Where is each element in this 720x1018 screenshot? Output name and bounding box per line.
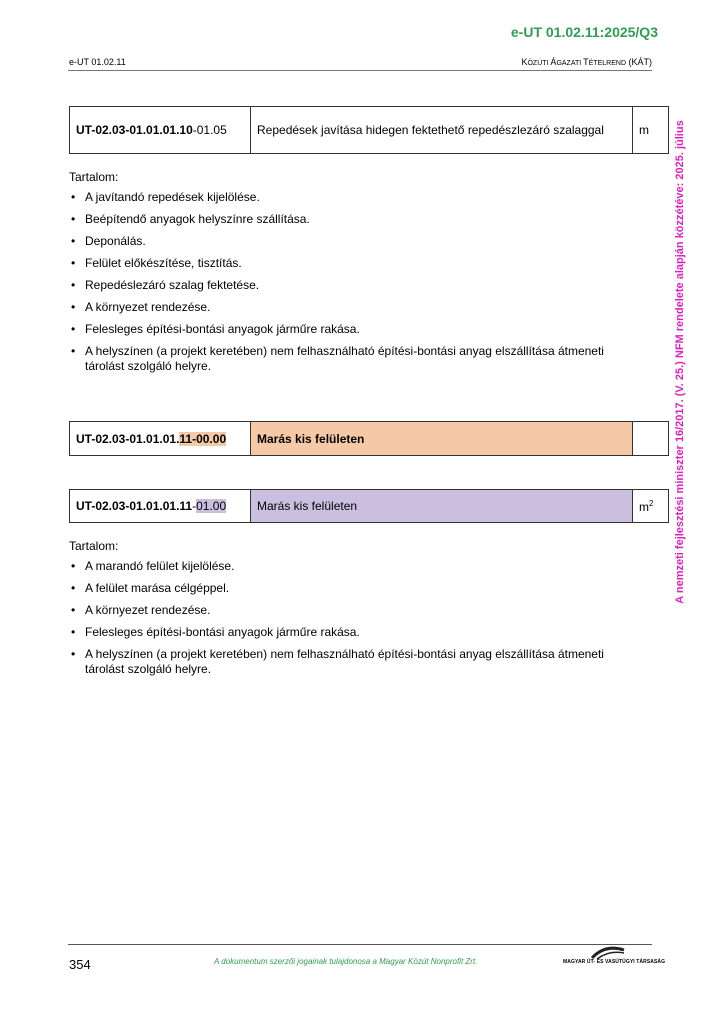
item-title: Marás kis felületen <box>251 422 633 456</box>
list-item: • A felület marása célgéppel. <box>71 581 230 595</box>
document-code: e-UT 01.02.11:2025/Q3 <box>510 24 658 40</box>
footer-rule <box>68 944 652 945</box>
header-rule <box>68 70 652 71</box>
list-item: • A környezet rendezése. <box>71 603 211 617</box>
list-item: • Felesleges építési-bontási anyagok járműre rakása. <box>71 625 360 639</box>
list-item: • Repedéslezáró szalag fektetése. <box>71 278 260 292</box>
item-table-1 <box>69 106 669 154</box>
company-logo <box>563 946 666 970</box>
list-item: • A helyszínen (a projekt keretében) nem felhasználható építési-bontási anyag elszállítása átmeneti tárolást szolgáló helyre. <box>71 344 604 373</box>
bullet-icon: • <box>71 344 76 358</box>
side-note-text: A nemzeti fejlesztési miniszter 16/2017. (V. 25.) NFM rendelete alapján közzétéve: 2025. július <box>674 120 686 604</box>
item-unit <box>633 422 669 456</box>
item-code: UT-02.03-01.01.01.11-01.00 <box>70 490 251 523</box>
content-section-2 <box>69 539 629 684</box>
road-arc-icon <box>591 946 625 960</box>
running-header-right: KÖZÚTI ÁGAZATI TÉTELREND (KÁT) <box>521 57 652 67</box>
list-item: • Felület előkészítése, tisztítás. <box>71 256 242 270</box>
item-title: Repedések javítása hidegen fektethető repedészlezáró szalaggal <box>251 107 633 154</box>
item-code: UT-02.03-01.01.01.10-01.05 <box>70 107 251 154</box>
bullet-icon: • <box>71 559 76 573</box>
item-table-2 <box>69 421 669 456</box>
bullet-icon: • <box>71 190 76 204</box>
bullet-list <box>69 190 629 374</box>
list-item: • Beépítendő anyagok helyszínre szállítása. <box>71 212 310 226</box>
running-header-left: e-UT 01.02.11 <box>69 57 126 67</box>
content-section-1 <box>69 170 629 381</box>
item-table-3 <box>69 489 669 523</box>
item-code: UT-02.03-01.01.01.11-00.00 <box>70 422 251 456</box>
section-lead: Tartalom: <box>69 539 119 553</box>
section-lead: Tartalom: <box>69 170 119 184</box>
bullet-icon: • <box>71 256 76 270</box>
item-title: Marás kis felületen <box>251 490 633 523</box>
list-item: • A marandó felület kijelölése. <box>71 559 235 573</box>
list-item: • A helyszínen (a projekt keretében) nem felhasználható építési-bontási anyag elszállítása átmeneti tárolást szolgáló helyre. <box>71 647 604 676</box>
item-unit: m <box>633 107 669 154</box>
bullet-icon: • <box>71 278 76 292</box>
item-unit: $m^2$ <box>633 490 669 523</box>
bullet-icon: • <box>71 647 76 661</box>
bullet-icon: • <box>71 581 76 595</box>
list-item: • A környezet rendezése. <box>71 300 211 314</box>
list-item: • Deponálás. <box>71 234 146 248</box>
bullet-icon: • <box>71 625 76 639</box>
page-number: 354 <box>69 957 91 972</box>
bullet-icon: • <box>71 603 76 617</box>
logo-text: MAGYAR ÚT- ÉS VASÚTÜGYI TÁRSASÁG <box>563 959 666 965</box>
bullet-icon: • <box>71 322 76 336</box>
copyright-note: A dokumentum szerzői jogainak tulajdonosa a Magyar Közút Nonprofit Zrt. <box>214 957 478 966</box>
bullet-icon: • <box>71 212 76 226</box>
list-item: • Felesleges építési-bontási anyagok járműre rakása. <box>71 322 360 336</box>
list-item: • A javítandó repedések kijelölése. <box>71 190 260 204</box>
bullet-icon: • <box>71 300 76 314</box>
bullet-list <box>69 559 629 677</box>
side-note <box>671 94 689 630</box>
bullet-icon: • <box>71 234 76 248</box>
